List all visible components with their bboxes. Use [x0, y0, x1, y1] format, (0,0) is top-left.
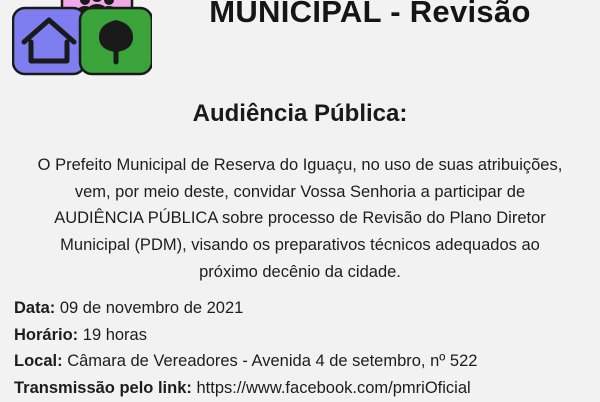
detail-row [14, 348, 594, 375]
body-paragraph: O Prefeito Municipal de Reserva do Iguaçu, no uso de suas atribuições, vem, por meio deste, convidar Vossa Senhoria a participar de AUDIÊNCIA PÚBLICA sobre processo de Revisão do Plano Diretor Municipal (PDM), visando os preparativos técnicos adequados ao próximo decênio da cidade. [37, 156, 563, 281]
detail-row [14, 375, 594, 402]
detail-row [14, 322, 594, 349]
house-icon [13, 8, 85, 74]
detail-label-location: Local: [14, 352, 63, 371]
detail-label-time: Horário: [14, 325, 79, 344]
detail-value-date: 09 de novembro de 2021 [59, 299, 244, 317]
page-title: MUNICIPAL - Revisão [209, 0, 531, 29]
event-details [14, 295, 594, 402]
detail-label-stream: Transmissão pelo link: [14, 379, 192, 398]
detail-value-location: Câmara de Vereadores - Avenida 4 de setembro, nº 522 [67, 352, 478, 371]
detail-row [14, 295, 594, 322]
detail-value-stream-link[interactable]: https://www.facebook.com/pmriOficial [196, 379, 471, 398]
detail-label-date: Data: [14, 299, 56, 317]
tree-icon [80, 8, 152, 74]
municipality-logo [12, 0, 152, 86]
detail-value-time: 19 horas [82, 325, 147, 344]
subtitle: Audiência Pública: [192, 100, 408, 127]
